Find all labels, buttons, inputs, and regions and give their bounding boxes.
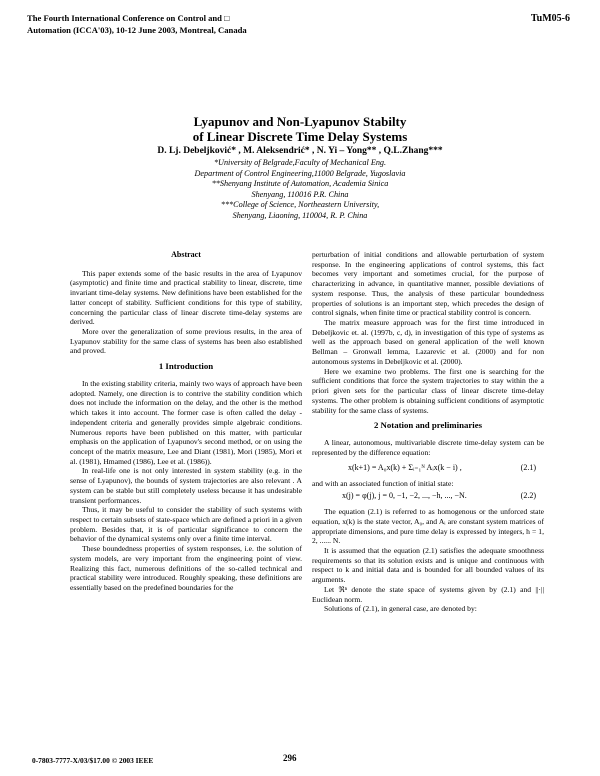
abstract-paragraph: More over the generalization of some previous results, in the area of Lyapunov stability for the same class of systems has been also established and proved. — [70, 327, 302, 356]
affiliation-line: Shenyang, Liaoning, 110004, R. P. China — [232, 210, 368, 220]
body-paragraph: Here we examine two problems. The first one is searching for the sufficient conditions that force the system trajectories to stay within the a priori given sets for the particular class of linear discrete time-delay systems. The other problem is obtaining sufficient conditions of asymptotic stability for the same class of systems. — [312, 366, 544, 415]
body-paragraph: perturbation of initial conditions and allowable perturbation of system response. In the engineering applications of control systems, this fact becomes very important and sometimes crucial, for the purpose of characterizing in advance, in quantitative manner, possible deviations of system response. Thus, the analysis of these particular boundedness properties of solutions is an important step, which precedes the design of control signals, when finite time or practical stability control is concern. — [312, 250, 544, 318]
equation-2-1 — [312, 457, 544, 479]
affiliation-line: ***College of Science, Northeastern University, — [220, 200, 380, 210]
session-code: TuM05-6 — [530, 13, 570, 24]
introduction-heading: 1 Introduction — [158, 361, 214, 372]
abstract-paragraph: This paper extends some of the basic results in the area of Lyapunov (asymptotic) and finite time and practical stability to linear, discrete, time invariant time-delay systems. New definitions have been established for the latter concept of stability. Sufficient conditions for this type of stability, concerning the particular class of linear discrete time-delay systems are derived. — [70, 268, 302, 327]
introduction-paragraph: In the existing stability criteria, mainly two ways of approach have been adopted. Namely, one direction is to contrive the stability condition which does not include the information on the delay, and the other is the method which takes it into account. The former case is often called the delay - independent criteria and generally provides simple algebraic conditions. Numerous reports have been published on this matter, with particular emphasis on the application of Lyapunov's second method, or on using the concept of the matrix measure, Lee and Diant (1981), Mori (1985), Mori et al. (1981), Hmamed (1986), Lee et al. (1986)). — [70, 378, 302, 466]
body-paragraph: and with an associated function of initial state: — [312, 479, 454, 489]
paper-title-line-1: Lyapunov and Non-Lyapunov Stabilty — [193, 114, 407, 129]
body-paragraph: Solutions of (2.1), in general case, are denoted by: — [324, 604, 477, 614]
equation-body: x(j) = φ(j), j = 0, −1, −2, ..., −h, ..., −N. — [342, 491, 467, 501]
conference-line-1: The Fourth International Conference on Control and □ — [27, 13, 230, 23]
paper-title-line-2: of Linear Discrete Time Delay Systems — [192, 129, 408, 144]
introduction-paragraph: Thus, it may be useful to consider the stability of such systems with respect to certain subsets of state-space which are defined a priori in a given problem. Besides that, it is of particular significance to concern the behavior of the dynamical systems only over a finite time interval. — [70, 505, 302, 544]
introduction-paragraph: These boundedness properties of system responses, i.e. the solution of system models, are very important from the engineering point of view. Realizing this fact, numerous definitions of the so-called technical and practical stability were introduced. Roughly speaking, these definitions are essentially based on the predefined boundaries for the — [70, 544, 302, 592]
introduction-paragraph: In real-life one is not only interested in system stability (e.g. in the sense of Lyapunov), the bounds of system trajectories are also relevant . A system can be stable but still completely useless because it has undesirable transient performances. — [70, 466, 302, 505]
conference-header — [27, 13, 247, 36]
body-paragraph: It is assumed that the equation (2.1) satisfies the adequate smoothness requirements so that its solution exists and is unique and continuous with respect to k and initial data and is bounded for all bounded values of its arguments. — [312, 545, 544, 585]
left-column — [70, 250, 302, 593]
conference-line-2: Automation (ICCA'03), 10-12 June 2003, Montreal, Canada — [27, 24, 247, 35]
equation-2-2 — [312, 489, 544, 503]
affiliation-line: *University of Belgrade,Faculty of Mechanical Eng. — [213, 158, 387, 167]
paper-authors: D. Lj. Debeljković* , M. Aleksendrić* , N. Yi – Yong** , Q.L.Zhang*** — [157, 146, 443, 156]
body-paragraph: The matrix measure approach was for the first time introduced in Debeljkovic et. al. (1997b, c, d), in investigation of this type of systems as well as the approach based on general application of the well known Bellman – Gronwall lemma, Lazarevic et al. (2000) and for non autonomous systems in Debeljkovic et al. (2000). — [312, 318, 544, 366]
body-paragraph: A linear, autonomous, multivariable discrete time-delay system can be represented by the difference equation: — [312, 437, 544, 457]
affiliation-line: Department of Control Engineering,11000 Belgrade, Yugoslavia — [194, 168, 406, 178]
notation-heading: 2 Notation and preliminaries — [373, 420, 483, 431]
abstract-heading: Abstract — [171, 250, 201, 259]
affiliation-line: **Shenyang Institute of Automation, Academia Sinica — [211, 179, 389, 189]
body-paragraph: The equation (2.1) is referred to as homogenous or the unforced state equation, x(k) is the state vector, A₀, and Aᵢ are constant system matrices of appropriate dimensions, and pure time delay is expressed by integers, h = 1, 2, ...... N. — [312, 507, 544, 546]
affiliation-line: Shenyang, 110016 P.R. China — [251, 189, 349, 199]
page-number: 296 — [283, 753, 297, 763]
footer-isbn: 0-7803-7777-X/03/$17.00 © 2003 IEEE — [32, 756, 154, 765]
equation-number: (2.1) — [520, 463, 536, 473]
affiliations — [0, 158, 600, 222]
body-paragraph: Let ℜⁿ denote the state space of systems given by (2.1) and ||·|| Euclidean norm. — [312, 584, 544, 604]
equation-number: (2.2) — [520, 491, 536, 501]
right-column — [312, 250, 544, 614]
equation-body: x(k+1) = A₀x(k) + Σᵢ₌₁ᴺ Aᵢx(k − i) , — [348, 463, 462, 473]
